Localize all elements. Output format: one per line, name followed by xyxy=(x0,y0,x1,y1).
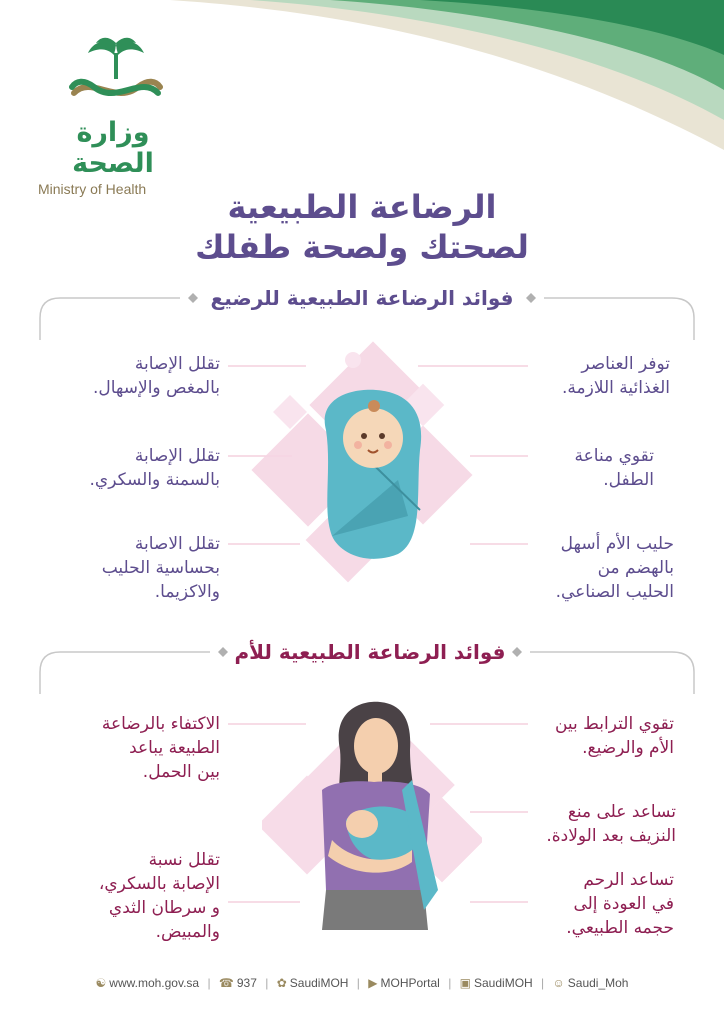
benefit-line: تقوي مناعة xyxy=(574,446,654,466)
benefit-line: تقلل الإصابة xyxy=(134,446,220,466)
logo-arabic-text: وزارة الصحة xyxy=(72,117,154,179)
benefit-line: بالسمنة والسكري. xyxy=(89,470,220,490)
youtube-handle[interactable]: MOHPortal xyxy=(380,976,440,990)
baby-benefit-allergy xyxy=(20,532,220,604)
twitter-icon: ✿ xyxy=(276,976,287,990)
mother-benefit-bleeding xyxy=(470,800,676,848)
logo-english-text: Ministry of Health xyxy=(38,181,147,197)
globe-icon: ☯ xyxy=(95,976,107,990)
benefit-line: تساعد على منع xyxy=(567,802,676,822)
divider: | xyxy=(541,976,545,990)
benefit-line: و سرطان الثدي xyxy=(108,898,220,918)
mother-benefit-spacing xyxy=(20,712,220,784)
benefit-line: توفر العناصر xyxy=(581,354,670,374)
mother-holding-baby-illustration xyxy=(262,690,482,930)
benefit-line: الطفل. xyxy=(603,470,654,490)
baby-benefit-nutrients xyxy=(470,352,670,400)
snapchat-handle[interactable]: Saudi_Moh xyxy=(567,976,629,990)
benefit-line: والاكزيما. xyxy=(154,582,220,602)
page-title-line2: لصحتك ولصحة طفلك xyxy=(195,228,529,266)
snapchat-icon: ☺ xyxy=(552,976,565,990)
divider: | xyxy=(265,976,269,990)
benefit-line: الإصابة بالسكري، xyxy=(98,874,220,894)
divider: | xyxy=(448,976,452,990)
baby-benefits-heading: فوائد الرضاعة الطبيعية للرضيع xyxy=(210,286,514,310)
twitter-handle[interactable]: SaudiMOH xyxy=(289,976,349,990)
phone-icon: ☎ xyxy=(218,976,234,990)
baby-benefit-immunity xyxy=(470,444,654,492)
benefit-line: بين الحمل. xyxy=(142,762,220,782)
mother-benefit-uterus xyxy=(470,868,674,940)
benefit-line: حليب الأم أسهل xyxy=(560,534,674,554)
instagram-icon: ▣ xyxy=(459,976,471,990)
page-title-line1: الرضاعة الطبيعية xyxy=(227,188,497,226)
baby-benefit-digestion xyxy=(470,532,674,604)
swaddled-baby-illustration xyxy=(248,340,478,600)
mother-benefits-heading: فوائد الرضاعة الطبيعية للأم xyxy=(234,640,506,664)
mother-benefit-bonding xyxy=(470,712,674,760)
divider: | xyxy=(356,976,360,990)
benefit-line: تقوي الترابط بين xyxy=(554,714,674,734)
benefit-line: تقلل نسبة xyxy=(148,850,220,870)
baby-benefit-obesity xyxy=(20,444,220,492)
benefit-line: تساعد الرحم xyxy=(583,870,674,890)
benefit-line: بالمغص والإسهال. xyxy=(93,378,220,398)
benefit-line: والمبيض. xyxy=(155,922,220,942)
benefit-line: الطبيعة يباعد xyxy=(129,738,220,758)
benefit-line: الأم والرضيع. xyxy=(582,738,674,758)
benefit-line: النزيف بعد الولادة. xyxy=(546,826,676,846)
benefit-line: بالهضم من xyxy=(597,558,674,578)
divider: | xyxy=(207,976,211,990)
mother-benefit-cancer xyxy=(20,848,220,944)
phone-number[interactable]: 937 xyxy=(236,976,257,990)
baby-benefit-colic xyxy=(20,352,220,400)
benefit-line: في العودة إلى xyxy=(573,894,674,914)
benefit-line: تقلل الاصابة xyxy=(134,534,220,554)
benefit-line: بحساسية الحليب xyxy=(101,558,220,578)
website-link[interactable]: www.moh.gov.sa xyxy=(109,976,200,990)
benefit-line: الاكتفاء بالرضاعة xyxy=(101,714,220,734)
benefit-line: الغذائية اللازمة. xyxy=(561,378,670,398)
youtube-icon: ▶ xyxy=(368,976,378,990)
instagram-handle[interactable]: SaudiMOH xyxy=(474,976,533,990)
benefit-line: تقلل الإصابة xyxy=(134,354,220,374)
benefit-line: حجمه الطبيعي. xyxy=(566,918,674,938)
contact-footer xyxy=(0,976,724,990)
benefit-line: الحليب الصناعي. xyxy=(555,582,674,602)
